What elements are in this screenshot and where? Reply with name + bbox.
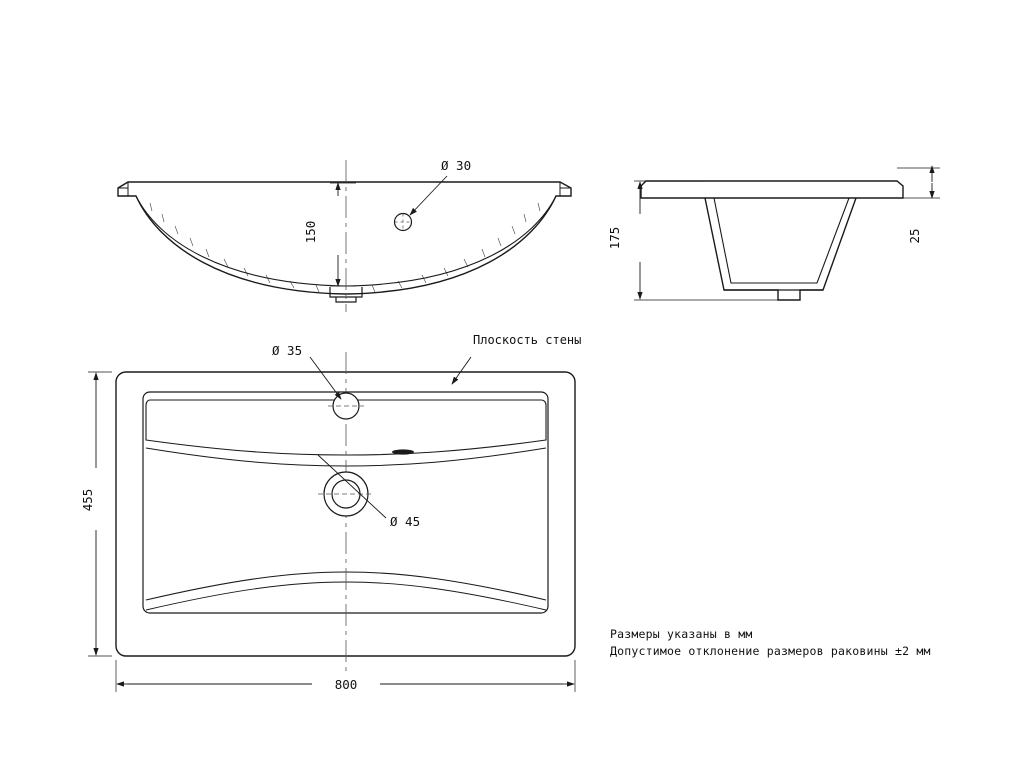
dim-150-label: 150 (303, 220, 318, 244)
notes-block (610, 626, 931, 660)
dim-800-label: 800 (334, 677, 358, 692)
dim-hole-30-label: Ø 30 (441, 158, 472, 173)
top-view (88, 352, 575, 692)
dim-175-label: 175 (607, 226, 622, 250)
dim-drain-45-label: Ø 45 (390, 514, 421, 529)
wall-plane-label: Плоскость стены (473, 333, 582, 347)
front-section-view (118, 160, 571, 312)
note-units: Размеры указаны в мм (610, 627, 753, 641)
dim-hole-35-label: Ø 35 (272, 343, 303, 358)
dim-25-label: 25 (907, 228, 922, 244)
dim-455-label: 455 (80, 488, 95, 512)
note-tolerance: Допустимое отклонение размеров раковины ±2 мм (610, 644, 931, 658)
side-section-view (634, 166, 940, 300)
overflow-slot (392, 449, 414, 454)
